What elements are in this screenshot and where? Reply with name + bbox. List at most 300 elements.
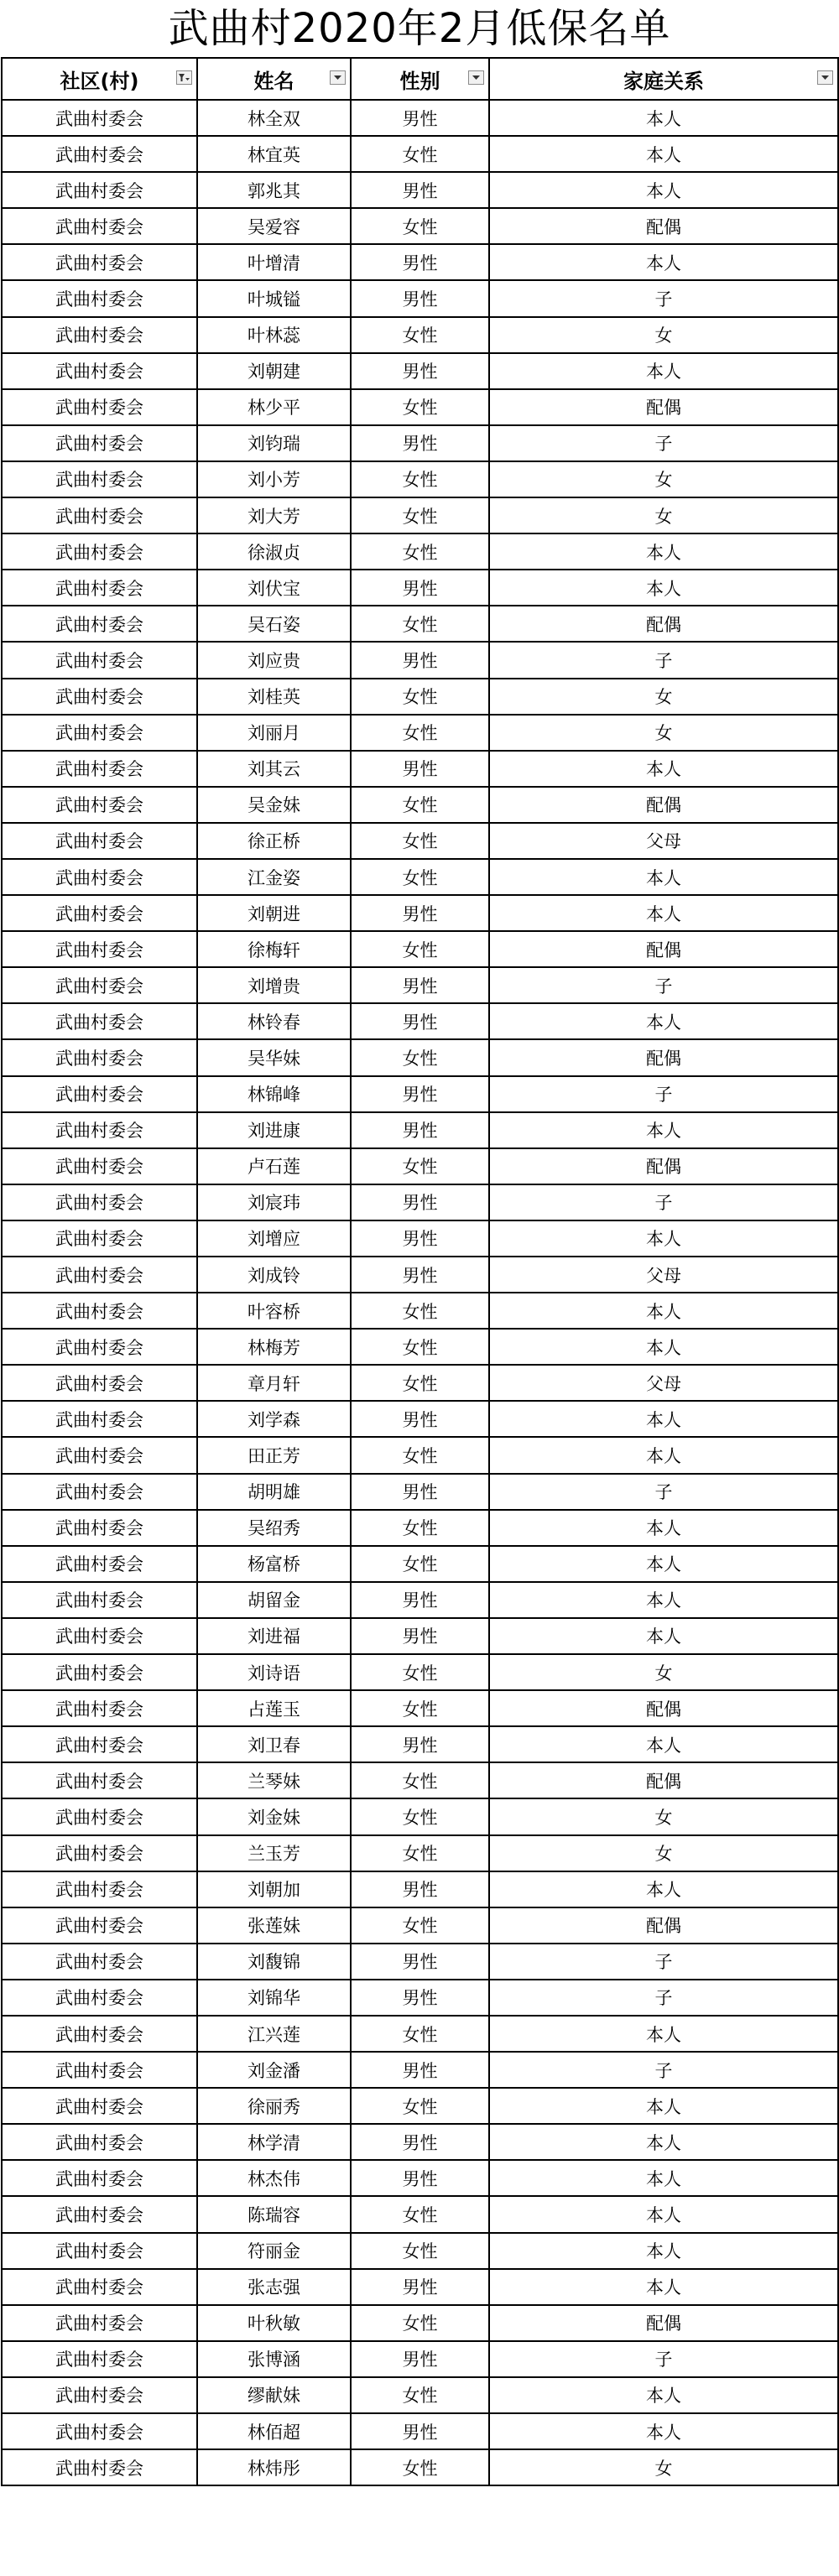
cell-gender[interactable]: 女性 (351, 2233, 489, 2269)
cell-relation[interactable]: 本人 (489, 1329, 838, 1365)
cell-gender[interactable]: 女性 (351, 1654, 489, 1690)
cell-gender[interactable]: 女性 (351, 823, 489, 859)
cell-community[interactable]: 武曲村委会 (2, 1835, 197, 1871)
cell-gender[interactable]: 男性 (351, 2160, 489, 2196)
cell-gender[interactable]: 男性 (351, 2269, 489, 2305)
cell-relation[interactable]: 配偶 (489, 606, 838, 642)
cell-name[interactable]: 符丽金 (197, 2233, 351, 2269)
cell-community[interactable]: 武曲村委会 (2, 642, 197, 678)
cell-gender[interactable]: 男性 (351, 642, 489, 678)
cell-relation[interactable]: 本人 (489, 570, 838, 606)
cell-community[interactable]: 武曲村委会 (2, 1654, 197, 1690)
cell-relation[interactable]: 配偶 (489, 1762, 838, 1798)
cell-community[interactable]: 武曲村委会 (2, 1762, 197, 1798)
dropdown-arrow-icon[interactable] (817, 70, 833, 85)
cell-community[interactable]: 武曲村委会 (2, 1690, 197, 1726)
cell-relation[interactable]: 本人 (489, 1618, 838, 1654)
cell-relation[interactable]: 配偶 (489, 787, 838, 823)
cell-gender[interactable]: 男性 (351, 425, 489, 461)
cell-relation[interactable]: 配偶 (489, 1039, 838, 1075)
cell-gender[interactable]: 女性 (351, 1798, 489, 1834)
cell-name[interactable]: 张莲妹 (197, 1907, 351, 1944)
cell-name[interactable]: 徐丽秀 (197, 2088, 351, 2124)
cell-relation[interactable]: 子 (489, 1184, 838, 1220)
cell-relation[interactable]: 子 (489, 2052, 838, 2088)
table-row (2, 1112, 838, 1148)
cell-community[interactable]: 武曲村委会 (2, 1582, 197, 1618)
cell-relation[interactable]: 子 (489, 2341, 838, 2377)
cell-community[interactable]: 武曲村委会 (2, 425, 197, 461)
cell-name[interactable]: 林佰超 (197, 2413, 351, 2449)
cell-name[interactable]: 刘其云 (197, 751, 351, 787)
cell-gender[interactable]: 男性 (351, 895, 489, 931)
cell-relation[interactable]: 子 (489, 280, 838, 316)
cell-community[interactable]: 武曲村委会 (2, 1871, 197, 1907)
cell-gender[interactable]: 女性 (351, 2196, 489, 2232)
cell-name[interactable]: 吴绍秀 (197, 1510, 351, 1546)
cell-relation[interactable]: 本人 (489, 2196, 838, 2232)
cell-relation[interactable]: 本人 (489, 353, 838, 389)
cell-relation[interactable]: 本人 (489, 895, 838, 931)
cell-community[interactable]: 武曲村委会 (2, 100, 197, 136)
cell-community[interactable]: 武曲村委会 (2, 2377, 197, 2413)
cell-relation[interactable]: 本人 (489, 244, 838, 280)
cell-community[interactable]: 武曲村委会 (2, 1003, 197, 1039)
cell-name[interactable]: 刘金妹 (197, 1798, 351, 1834)
table-row (2, 2377, 838, 2413)
cell-gender[interactable]: 男性 (351, 967, 489, 1003)
table-row (2, 1798, 838, 1834)
cell-name[interactable]: 叶秋敏 (197, 2305, 351, 2341)
cell-name[interactable]: 江兴莲 (197, 2016, 351, 2052)
cell-relation[interactable]: 本人 (489, 1437, 838, 1473)
cell-name[interactable]: 刘诗语 (197, 1654, 351, 1690)
cell-community[interactable]: 武曲村委会 (2, 895, 197, 931)
cell-relation[interactable]: 本人 (489, 859, 838, 895)
cell-gender[interactable]: 女性 (351, 1835, 489, 1871)
cell-name[interactable]: 刘成铃 (197, 1257, 351, 1293)
cell-name[interactable]: 刘进康 (197, 1112, 351, 1148)
column-header-relation (489, 58, 838, 100)
cell-gender[interactable]: 女性 (351, 859, 489, 895)
cell-name[interactable]: 刘大芳 (197, 497, 351, 533)
cell-name[interactable]: 林全双 (197, 100, 351, 136)
cell-community[interactable]: 武曲村委会 (2, 1726, 197, 1762)
cell-community[interactable]: 武曲村委会 (2, 1365, 197, 1401)
cell-community[interactable]: 武曲村委会 (2, 1293, 197, 1329)
cell-community[interactable]: 武曲村委会 (2, 136, 197, 172)
cell-community[interactable]: 武曲村委会 (2, 2449, 197, 2485)
cell-relation[interactable]: 本人 (489, 2377, 838, 2413)
cell-relation[interactable]: 子 (489, 967, 838, 1003)
dropdown-arrow-icon[interactable] (468, 70, 484, 85)
table-row (2, 787, 838, 823)
cell-name[interactable]: 叶增清 (197, 244, 351, 280)
cell-community[interactable]: 武曲村委会 (2, 570, 197, 606)
cell-gender[interactable]: 女性 (351, 606, 489, 642)
cell-gender[interactable]: 男性 (351, 280, 489, 316)
cell-name[interactable]: 吴石姿 (197, 606, 351, 642)
cell-relation[interactable]: 女 (489, 2449, 838, 2485)
cell-relation[interactable]: 子 (489, 425, 838, 461)
cell-name[interactable]: 江金姿 (197, 859, 351, 895)
cell-community[interactable]: 武曲村委会 (2, 823, 197, 859)
cell-relation[interactable]: 本人 (489, 136, 838, 172)
cell-community[interactable]: 武曲村委会 (2, 715, 197, 751)
cell-community[interactable]: 武曲村委会 (2, 1257, 197, 1293)
cell-community[interactable]: 武曲村委会 (2, 2160, 197, 2196)
cell-gender[interactable]: 女性 (351, 1039, 489, 1075)
cell-name[interactable]: 徐淑贞 (197, 533, 351, 570)
table-row (2, 2305, 838, 2341)
cell-name[interactable]: 林梅芳 (197, 1329, 351, 1365)
cell-community[interactable]: 武曲村委会 (2, 859, 197, 895)
cell-relation[interactable]: 子 (489, 1474, 838, 1510)
cell-gender[interactable]: 男性 (351, 1112, 489, 1148)
cell-relation[interactable]: 本人 (489, 1871, 838, 1907)
cell-community[interactable]: 武曲村委会 (2, 2088, 197, 2124)
cell-relation[interactable]: 配偶 (489, 208, 838, 244)
cell-relation[interactable]: 子 (489, 1076, 838, 1112)
cell-relation[interactable]: 女 (489, 317, 838, 353)
cell-name[interactable]: 缪献妹 (197, 2377, 351, 2413)
cell-community[interactable]: 武曲村委会 (2, 1510, 197, 1546)
cell-relation[interactable]: 本人 (489, 2269, 838, 2305)
filter-active-icon[interactable] (176, 70, 192, 85)
cell-relation[interactable]: 父母 (489, 1365, 838, 1401)
cell-community[interactable]: 武曲村委会 (2, 2052, 197, 2088)
table-row (2, 823, 838, 859)
cell-relation[interactable]: 本人 (489, 1582, 838, 1618)
cell-relation[interactable]: 本人 (489, 2016, 838, 2052)
cell-name[interactable]: 胡留金 (197, 1582, 351, 1618)
cell-name[interactable]: 叶容桥 (197, 1293, 351, 1329)
cell-gender[interactable]: 女性 (351, 533, 489, 570)
cell-name[interactable]: 林学清 (197, 2124, 351, 2160)
cell-community[interactable]: 武曲村委会 (2, 2016, 197, 2052)
cell-name[interactable]: 吴金妹 (197, 787, 351, 823)
cell-relation[interactable]: 子 (489, 1980, 838, 2016)
cell-name[interactable]: 刘宸玮 (197, 1184, 351, 1220)
cell-relation[interactable]: 本人 (489, 1726, 838, 1762)
cell-gender[interactable]: 男性 (351, 1582, 489, 1618)
table-body (2, 100, 838, 2485)
cell-community[interactable]: 武曲村委会 (2, 317, 197, 353)
cell-name[interactable]: 刘学森 (197, 1401, 351, 1437)
cell-gender[interactable]: 男性 (351, 1980, 489, 2016)
table-row (2, 461, 838, 497)
table-row (2, 1546, 838, 1582)
cell-community[interactable]: 武曲村委会 (2, 1907, 197, 1944)
cell-relation[interactable]: 本人 (489, 2233, 838, 2269)
table-row (2, 2016, 838, 2052)
cell-community[interactable]: 武曲村委会 (2, 533, 197, 570)
table-row (2, 859, 838, 895)
cell-gender[interactable]: 女性 (351, 1437, 489, 1473)
cell-relation[interactable]: 子 (489, 642, 838, 678)
cell-name[interactable]: 徐梅轩 (197, 931, 351, 967)
table-row (2, 895, 838, 931)
cell-gender[interactable]: 男性 (351, 1184, 489, 1220)
cell-gender[interactable]: 女性 (351, 136, 489, 172)
cell-name[interactable]: 刘金潘 (197, 2052, 351, 2088)
table-row (2, 1220, 838, 1257)
cell-gender[interactable]: 女性 (351, 1690, 489, 1726)
cell-community[interactable]: 武曲村委会 (2, 2305, 197, 2341)
cell-gender[interactable]: 女性 (351, 2305, 489, 2341)
dropdown-arrow-icon[interactable] (330, 70, 346, 85)
cell-gender[interactable]: 女性 (351, 461, 489, 497)
table-row (2, 1003, 838, 1039)
cell-community[interactable]: 武曲村委会 (2, 787, 197, 823)
cell-gender[interactable]: 女性 (351, 1329, 489, 1365)
cell-relation[interactable]: 本人 (489, 2088, 838, 2124)
cell-name[interactable]: 林宜英 (197, 136, 351, 172)
table-row (2, 1726, 838, 1762)
table-row (2, 1184, 838, 1220)
cell-community[interactable]: 武曲村委会 (2, 2341, 197, 2377)
cell-relation[interactable]: 父母 (489, 823, 838, 859)
cell-gender[interactable]: 女性 (351, 1546, 489, 1582)
cell-name[interactable]: 卢石莲 (197, 1148, 351, 1184)
cell-relation[interactable]: 本人 (489, 100, 838, 136)
table-row (2, 642, 838, 678)
cell-relation[interactable]: 本人 (489, 1003, 838, 1039)
cell-relation[interactable]: 本人 (489, 533, 838, 570)
cell-name[interactable]: 张博涵 (197, 2341, 351, 2377)
cell-gender[interactable]: 女性 (351, 715, 489, 751)
cell-relation[interactable]: 配偶 (489, 1907, 838, 1944)
cell-gender[interactable]: 男性 (351, 1220, 489, 1257)
cell-name[interactable]: 刘小芳 (197, 461, 351, 497)
cell-relation[interactable]: 配偶 (489, 2305, 838, 2341)
table-row (2, 931, 838, 967)
cell-name[interactable]: 刘朝进 (197, 895, 351, 931)
table-row (2, 1907, 838, 1944)
cell-name[interactable]: 叶林蕊 (197, 317, 351, 353)
table-row (2, 1076, 838, 1112)
cell-gender[interactable]: 女性 (351, 317, 489, 353)
cell-community[interactable]: 武曲村委会 (2, 679, 197, 715)
cell-name[interactable]: 杨富桥 (197, 1546, 351, 1582)
cell-community[interactable]: 武曲村委会 (2, 2124, 197, 2160)
cell-gender[interactable]: 女性 (351, 679, 489, 715)
cell-name[interactable]: 刘馥锦 (197, 1944, 351, 1980)
cell-gender[interactable]: 男性 (351, 1076, 489, 1112)
cell-name[interactable]: 林杰伟 (197, 2160, 351, 2196)
cell-relation[interactable]: 本人 (489, 751, 838, 787)
cell-community[interactable]: 武曲村委会 (2, 172, 197, 208)
cell-gender[interactable]: 男性 (351, 172, 489, 208)
cell-gender[interactable]: 男性 (351, 2124, 489, 2160)
cell-name[interactable]: 林铃春 (197, 1003, 351, 1039)
cell-community[interactable]: 武曲村委会 (2, 353, 197, 389)
cell-community[interactable]: 武曲村委会 (2, 967, 197, 1003)
table-row (2, 2449, 838, 2485)
cell-community[interactable]: 武曲村委会 (2, 2269, 197, 2305)
cell-relation[interactable]: 配偶 (489, 1148, 838, 1184)
cell-gender[interactable]: 男性 (351, 1944, 489, 1980)
cell-name[interactable]: 张志强 (197, 2269, 351, 2305)
cell-name[interactable]: 陈瑞容 (197, 2196, 351, 2232)
table-row (2, 2233, 838, 2269)
cell-name[interactable]: 郭兆其 (197, 172, 351, 208)
cell-name[interactable]: 胡明雄 (197, 1474, 351, 1510)
cell-community[interactable]: 武曲村委会 (2, 1980, 197, 2016)
cell-name[interactable]: 刘伏宝 (197, 570, 351, 606)
cell-name[interactable]: 刘朝建 (197, 353, 351, 389)
cell-relation[interactable]: 本人 (489, 1546, 838, 1582)
cell-relation[interactable]: 女 (489, 679, 838, 715)
cell-gender[interactable]: 女性 (351, 2016, 489, 2052)
cell-gender[interactable]: 男性 (351, 244, 489, 280)
cell-gender[interactable]: 女性 (351, 1148, 489, 1184)
cell-relation[interactable]: 本人 (489, 1510, 838, 1546)
cell-community[interactable]: 武曲村委会 (2, 1798, 197, 1834)
cell-name[interactable]: 吴华妹 (197, 1039, 351, 1075)
cell-name[interactable]: 林少平 (197, 389, 351, 425)
table-row (2, 2160, 838, 2196)
cell-gender[interactable]: 女性 (351, 2449, 489, 2485)
table-row (2, 1690, 838, 1726)
cell-community[interactable]: 武曲村委会 (2, 1184, 197, 1220)
cell-relation[interactable]: 本人 (489, 2160, 838, 2196)
cell-community[interactable]: 武曲村委会 (2, 1220, 197, 1257)
table-row (2, 425, 838, 461)
cell-community[interactable]: 武曲村委会 (2, 497, 197, 533)
cell-gender[interactable]: 女性 (351, 1365, 489, 1401)
cell-gender[interactable]: 女性 (351, 1293, 489, 1329)
cell-gender[interactable]: 男性 (351, 570, 489, 606)
cell-community[interactable]: 武曲村委会 (2, 1329, 197, 1365)
cell-community[interactable]: 武曲村委会 (2, 389, 197, 425)
cell-gender[interactable]: 女性 (351, 2377, 489, 2413)
cell-community[interactable]: 武曲村委会 (2, 931, 197, 967)
cell-community[interactable]: 武曲村委会 (2, 1401, 197, 1437)
cell-gender[interactable]: 女性 (351, 1510, 489, 1546)
cell-relation[interactable]: 女 (489, 461, 838, 497)
cell-relation[interactable]: 本人 (489, 172, 838, 208)
table-row (2, 2413, 838, 2449)
cell-community[interactable]: 武曲村委会 (2, 751, 197, 787)
table-row (2, 967, 838, 1003)
cell-community[interactable]: 武曲村委会 (2, 1076, 197, 1112)
cell-name[interactable]: 刘卫春 (197, 1726, 351, 1762)
cell-community[interactable]: 武曲村委会 (2, 1944, 197, 1980)
cell-gender[interactable]: 女性 (351, 208, 489, 244)
cell-gender[interactable]: 男性 (351, 2052, 489, 2088)
cell-gender[interactable]: 男性 (351, 1871, 489, 1907)
table-row (2, 1329, 838, 1365)
cell-name[interactable]: 刘进福 (197, 1618, 351, 1654)
cell-relation[interactable]: 女 (489, 715, 838, 751)
cell-gender[interactable]: 女性 (351, 931, 489, 967)
sheet-title: 武曲村2020年2月低保名单 (168, 5, 671, 52)
cell-community[interactable]: 武曲村委会 (2, 1546, 197, 1582)
cell-community[interactable]: 武曲村委会 (2, 244, 197, 280)
cell-community[interactable]: 武曲村委会 (2, 1112, 197, 1148)
cell-community[interactable]: 武曲村委会 (2, 280, 197, 316)
cell-community[interactable]: 武曲村委会 (2, 2196, 197, 2232)
cell-community[interactable]: 武曲村委会 (2, 1437, 197, 1473)
cell-name[interactable]: 占莲玉 (197, 1690, 351, 1726)
cell-relation[interactable]: 本人 (489, 2413, 838, 2449)
cell-gender[interactable]: 男性 (351, 2413, 489, 2449)
cell-gender[interactable]: 男性 (351, 1257, 489, 1293)
cell-name[interactable]: 章月轩 (197, 1365, 351, 1401)
cell-community[interactable]: 武曲村委会 (2, 208, 197, 244)
cell-community[interactable]: 武曲村委会 (2, 461, 197, 497)
cell-name[interactable]: 刘丽月 (197, 715, 351, 751)
cell-gender[interactable]: 女性 (351, 1762, 489, 1798)
cell-community[interactable]: 武曲村委会 (2, 1618, 197, 1654)
cell-relation[interactable]: 女 (489, 497, 838, 533)
cell-relation[interactable]: 女 (489, 1835, 838, 1871)
cell-community[interactable]: 武曲村委会 (2, 606, 197, 642)
cell-name[interactable]: 林锦峰 (197, 1076, 351, 1112)
cell-name[interactable]: 叶城镒 (197, 280, 351, 316)
cell-relation[interactable]: 子 (489, 1944, 838, 1980)
cell-name[interactable]: 刘桂英 (197, 679, 351, 715)
cell-gender[interactable]: 女性 (351, 787, 489, 823)
cell-name[interactable]: 刘应贵 (197, 642, 351, 678)
cell-relation[interactable]: 女 (489, 1798, 838, 1834)
cell-gender[interactable]: 男性 (351, 1726, 489, 1762)
cell-gender[interactable]: 男性 (351, 1401, 489, 1437)
cell-community[interactable]: 武曲村委会 (2, 1148, 197, 1184)
cell-gender[interactable]: 男性 (351, 100, 489, 136)
cell-name[interactable]: 林炜彤 (197, 2449, 351, 2485)
cell-name[interactable]: 徐正桥 (197, 823, 351, 859)
cell-gender[interactable]: 女性 (351, 2088, 489, 2124)
cell-gender[interactable]: 男性 (351, 2341, 489, 2377)
cell-gender[interactable]: 男性 (351, 1003, 489, 1039)
cell-name[interactable]: 田正芳 (197, 1437, 351, 1473)
cell-name[interactable]: 刘钧瑞 (197, 425, 351, 461)
cell-gender[interactable]: 男性 (351, 1618, 489, 1654)
cell-gender[interactable]: 女性 (351, 1907, 489, 1944)
cell-relation[interactable]: 本人 (489, 1401, 838, 1437)
cell-relation[interactable]: 配偶 (489, 931, 838, 967)
cell-community[interactable]: 武曲村委会 (2, 1474, 197, 1510)
cell-name[interactable]: 刘增应 (197, 1220, 351, 1257)
cell-relation[interactable]: 配偶 (489, 1690, 838, 1726)
cell-relation[interactable]: 本人 (489, 1220, 838, 1257)
cell-community[interactable]: 武曲村委会 (2, 1039, 197, 1075)
cell-community[interactable]: 武曲村委会 (2, 2233, 197, 2269)
cell-name[interactable]: 兰玉芳 (197, 1835, 351, 1871)
cell-name[interactable]: 吴爱容 (197, 208, 351, 244)
cell-community[interactable]: 武曲村委会 (2, 2413, 197, 2449)
cell-relation[interactable]: 本人 (489, 1293, 838, 1329)
cell-name[interactable]: 刘增贵 (197, 967, 351, 1003)
cell-relation[interactable]: 配偶 (489, 389, 838, 425)
cell-name[interactable]: 刘朝加 (197, 1871, 351, 1907)
cell-relation[interactable]: 父母 (489, 1257, 838, 1293)
cell-gender[interactable]: 女性 (351, 389, 489, 425)
cell-gender[interactable]: 男性 (351, 751, 489, 787)
cell-name[interactable]: 刘锦华 (197, 1980, 351, 2016)
table-row (2, 1582, 838, 1618)
cell-relation[interactable]: 本人 (489, 2124, 838, 2160)
table-row (2, 1401, 838, 1437)
cell-relation[interactable]: 女 (489, 1654, 838, 1690)
cell-gender[interactable]: 女性 (351, 497, 489, 533)
cell-relation[interactable]: 本人 (489, 1112, 838, 1148)
cell-gender[interactable]: 男性 (351, 353, 489, 389)
cell-name[interactable]: 兰琴妹 (197, 1762, 351, 1798)
cell-gender[interactable]: 男性 (351, 1474, 489, 1510)
